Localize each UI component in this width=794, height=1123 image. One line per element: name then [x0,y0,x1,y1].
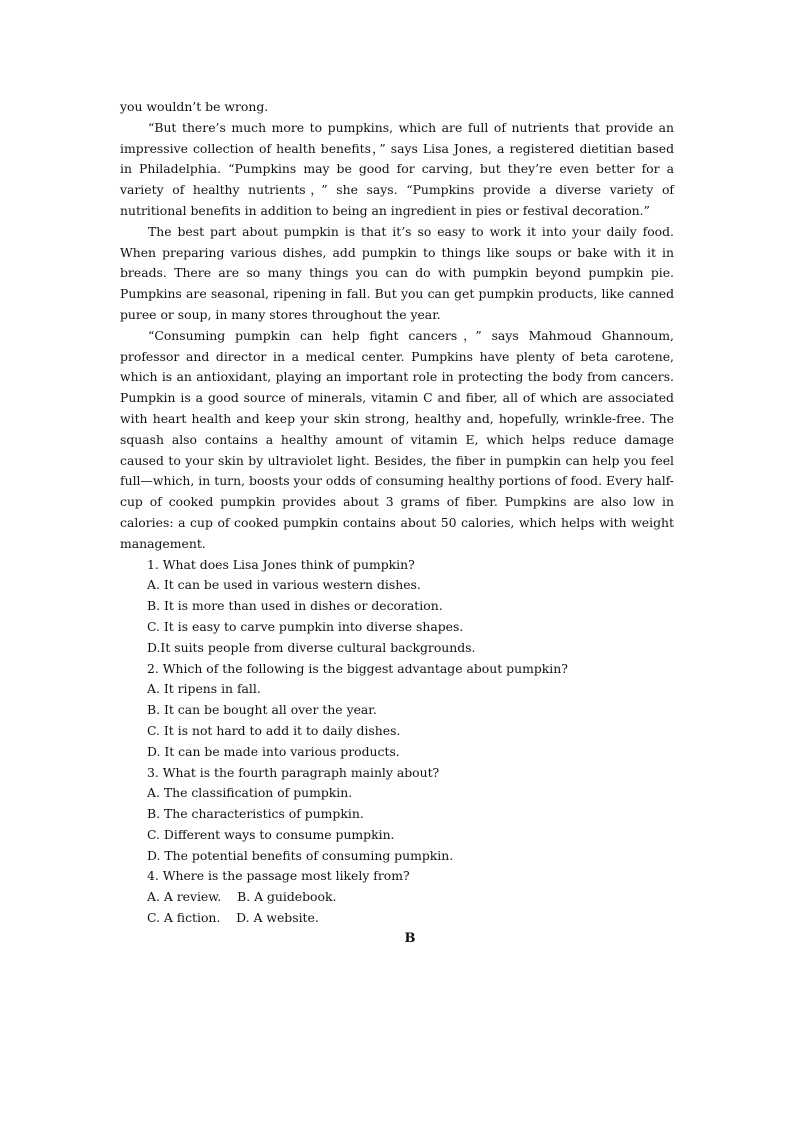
question-option: D. It can be made into various products. [147,743,400,759]
question-option: A. The classification of pumpkin. [147,785,353,801]
question-option: B. The characteristics of pumpkin. [147,806,364,822]
document-content [120,97,674,950]
question-option: D.It suits people from diverse cultural backgrounds. [147,639,476,655]
question-3 [120,763,674,867]
question-option: A. A review. B. A guidebook. [147,889,337,905]
question-stem: 2. Which of the following is the biggest advantage about pumpkin? [147,660,568,676]
passage-paragraph-3: The best part about pumpkin is that it’s so easy to work it into your daily food. When preparing various dishes, add pumpkin to things like soups or bake with it in breads. There are so many things you can do with pumpkin beyond pumpkin pie. Pumpkins are seasonal, ripening in fall. But you can get pumpkin products, like canned puree or soup, in many stores throughout the year. [120,223,674,322]
question-stem: 4. Where is the passage most likely from? [147,868,410,884]
passage-paragraph-2: “But there’s much more to pumpkins, which are full of nutrients that provide an impressive collection of health benefits，” says Lisa Jones, a registered dietitian based in Philadelphia. “Pumpkins may be good for carving, but they’re even better for a variety of healthy nutrients，” she says. “Pumpkins provide a diverse variety of nutritional benefits in addition to being an ingredient in pies or festival decoration.” [120,119,674,218]
question-option: A. It ripens in fall. [147,681,261,697]
question-option: A. It can be used in various western dishes. [147,577,421,593]
question-option: C. A fiction. D. A website. [147,910,319,926]
question-1 [120,555,674,659]
question-option: B. It can be bought all over the year. [147,702,377,718]
question-option: C. Different ways to consume pumpkin. [147,826,395,842]
question-4 [120,866,674,928]
section-heading: B [404,930,416,946]
question-option: C. It is not hard to add it to daily dishes. [147,722,401,738]
question-option: C. It is easy to carve pumpkin into diverse shapes. [147,618,464,634]
passage-paragraph-continuation: you wouldn’t be wrong. [120,99,269,114]
passage-paragraph-4: “Consuming pumpkin can help fight cancers，” says Mahmoud Ghannoum, professor and director in a medical center. Pumpkins have plenty of beta carotene, which is an antioxidant, playing an important role in protecting the body from cancers. Pumpkin is a good source of minerals, vitamin C and fiber, all of which are associated with heart health and keep your skin strong, healthy and, hopefully, wrinkle-free. The squash also contains a healthy amount of vitamin E, which helps reduce damage caused to your skin by ultraviolet light. Besides, the fiber in pumpkin can help you feel full—which, in turn, boosts your odds of consuming healthy portions of food. Every half-cup of cooked pumpkin provides about 3 grams of fiber. Pumpkins are also low in calories: a cup of cooked pumpkin contains about 50 calories, which helps with weight management. [120,327,674,551]
question-stem: 3. What is the fourth paragraph mainly about? [147,764,440,780]
question-2 [120,659,674,763]
question-stem: 1. What does Lisa Jones think of pumpkin? [147,556,415,572]
question-option: B. It is more than used in dishes or decoration. [147,598,443,614]
question-option: D. The potential benefits of consuming pumpkin. [147,847,454,863]
